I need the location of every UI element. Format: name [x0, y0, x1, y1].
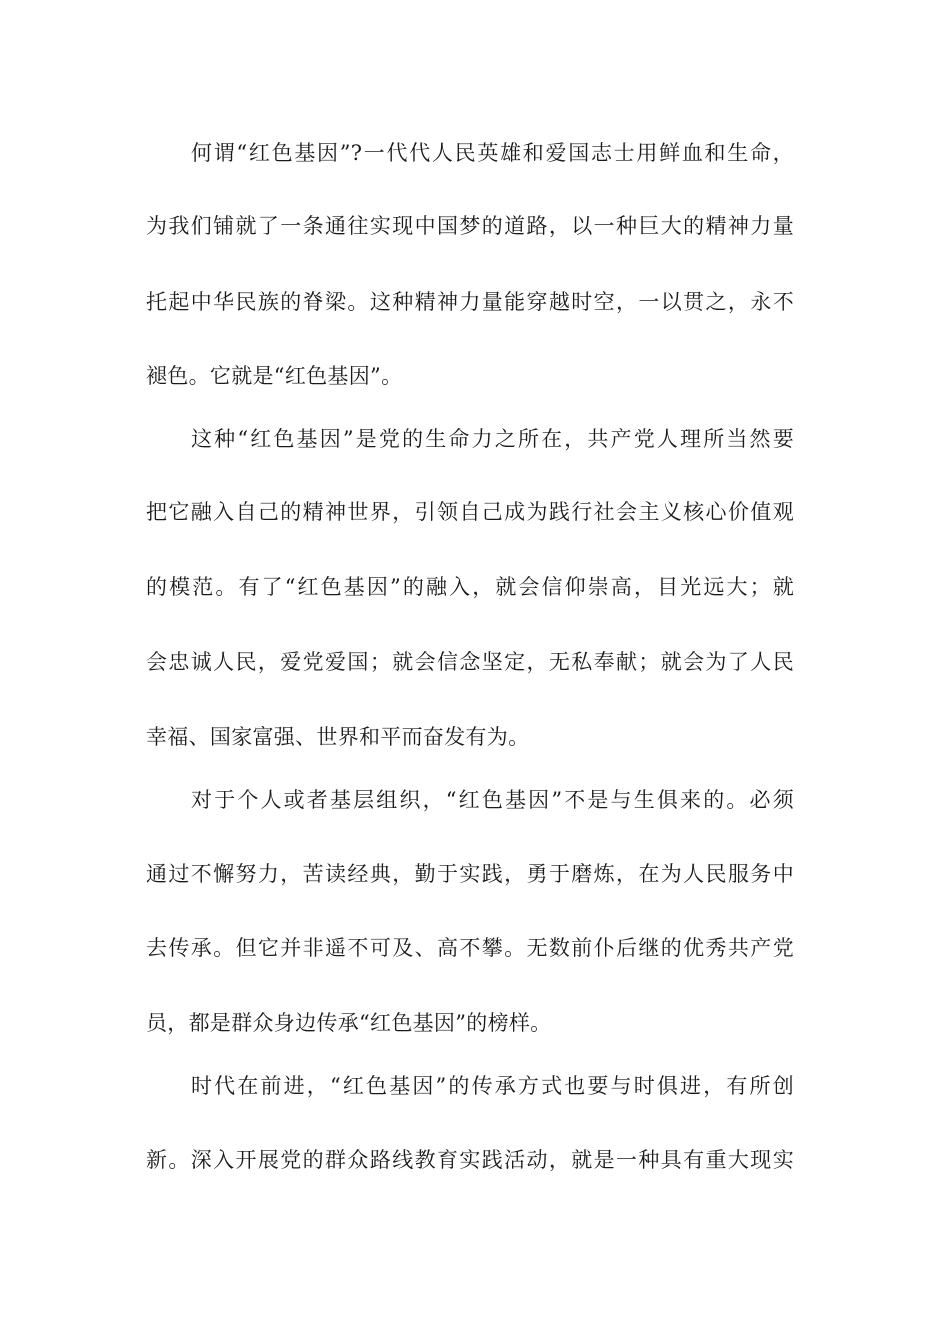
paragraph-1-line-1: 何谓“红色基因”?一代代人民英雄和爱国志士用鲜血和生命，: [191, 141, 794, 165]
paragraph-1-line-4: 褪色。它就是“红色基因”。: [146, 364, 403, 388]
paragraph-4-line-1: 时代在前进，“红色基因”的传承方式也要与时俱进，有所创: [191, 1074, 794, 1098]
paragraph-1-line-3: 托起中华民族的脊梁。这种精神力量能穿越时空，一以贯之，永不: [146, 290, 794, 314]
paragraph-2-line-4: 会忠诚人民，爱党爱国；就会信念坚定，无私奉献；就会为了人民: [146, 650, 794, 674]
paragraph-3-line-2: 通过不懈努力，苦读经典，勤于实践，勇于磨炼，在为人民服务中: [146, 862, 794, 886]
paragraph-3-line-3: 去传承。但它并非遥不可及、高不攀。无数前仆后继的优秀共产党: [146, 936, 794, 960]
paragraph-3-line-1: 对于个人或者基层组织，“红色基因”不是与生俱来的。必须: [191, 788, 794, 812]
paragraph-2-line-5: 幸福、国家富强、世界和平而奋发有为。: [146, 725, 530, 749]
paragraph-3-line-4: 员，都是群众身边传承“红色基因”的榜样。: [146, 1011, 552, 1035]
paragraph-2-line-1: 这种“红色基因”是党的生命力之所在，共产党人理所当然要: [191, 427, 794, 451]
paragraph-4-line-2: 新。深入开展党的群众路线教育实践活动，就是一种具有重大现实: [146, 1148, 794, 1172]
paragraph-2-line-3: 的模范。有了“红色基因”的融入，就会信仰崇高，目光远大；就: [146, 575, 794, 599]
paragraph-1-line-2: 为我们铺就了一条通往实现中国梦的道路，以一种巨大的精神力量: [146, 214, 794, 238]
paragraph-2-line-2: 把它融入自己的精神世界，引领自己成为践行社会主义核心价值观: [146, 500, 794, 524]
